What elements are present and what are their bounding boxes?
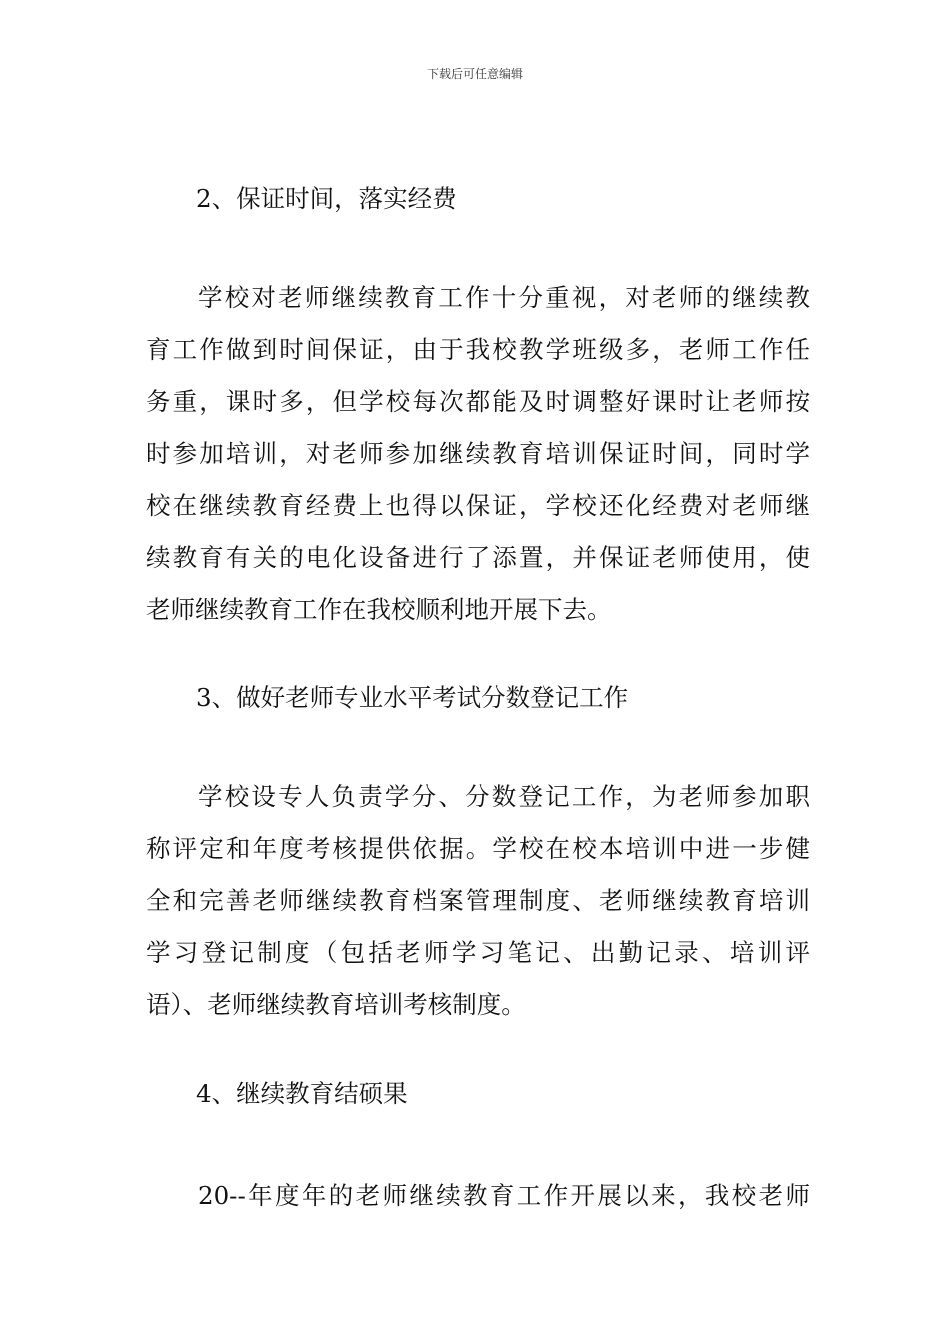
paragraph-line: 校在继续教育经费上也得以保证，学校还化经费对老师继 [146,491,810,520]
paragraph [146,771,810,1031]
section-heading: 3、做好老师专业水平考试分数登记工作 [196,683,629,712]
paragraph [146,272,810,636]
paragraph-line: 老师继续教育工作在我校顺利地开展下去。 [146,595,612,624]
paragraph-line: 务重，课时多，但学校每次都能及时调整好课时让老师按 [146,387,810,416]
section-heading: 2、保证时间，落实经费 [196,184,457,213]
paragraph-line: 续教育有关的电化设备进行了添置，并保证老师使用，使 [146,543,810,572]
paragraph-line: 学校对老师继续教育工作十分重视，对老师的继续教 [198,283,810,312]
page-header-note: 下载后可任意编辑 [426,67,523,81]
paragraph-line: 学校设专人负责学分、分数登记工作，为老师参加职 [198,782,810,811]
paragraph [146,1170,810,1222]
paragraph-line: 育工作做到时间保证，由于我校教学班级多，老师工作任 [146,335,810,364]
section-heading: 4、继续教育结硕果 [196,1079,408,1108]
paragraph-line: 语）、老师继续教育培训考核制度。 [146,990,526,1019]
paragraph-line: 学习登记制度（包括老师学习笔记、出勤记录、培训评 [146,938,810,967]
paragraph-line: 20--年度年的老师继续教育工作开展以来，我校老师 [198,1181,810,1210]
paragraph-line: 称评定和年度考核提供依据。学校在校本培训中进一步健 [146,834,810,863]
paragraph-line: 全和完善老师继续教育档案管理制度、老师继续教育培训 [146,886,810,915]
paragraph-line: 时参加培训，对老师参加继续教育培训保证时间，同时学 [146,439,810,468]
